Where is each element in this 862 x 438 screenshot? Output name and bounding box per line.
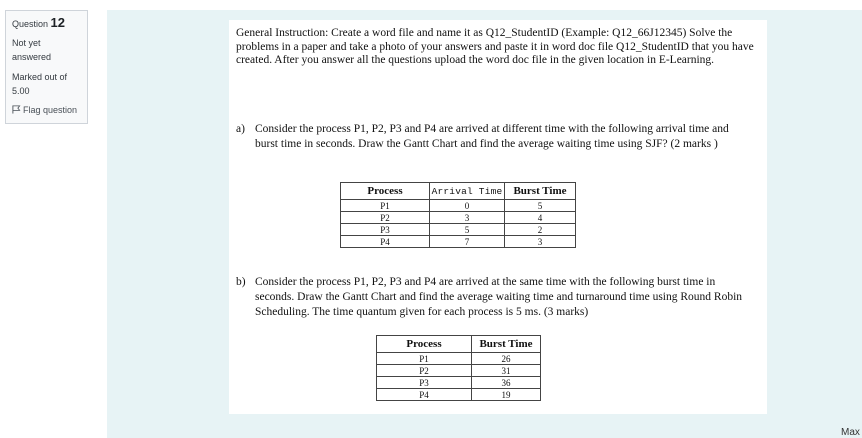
general-instruction: General Instruction: Create a word file and name it as Q12_StudentID (Example: Q12_66J12345) Solve the problems in a paper and take a photo of your answers and paste it in word doc file Q12_StudentID that you have created. After you answer all the questions upload the word doc file in the given location in E-Learning.	[236, 27, 754, 66]
round-robin-process-table	[376, 335, 541, 401]
part-b	[236, 275, 751, 320]
question-number-line	[12, 15, 81, 30]
table-cell: 5	[430, 224, 505, 236]
table-row	[377, 377, 541, 389]
flag-question-label: Flag question	[23, 105, 78, 115]
question-state: Not yet answered	[12, 38, 52, 62]
table-cell: 36	[472, 377, 541, 389]
table-cell: 7	[430, 236, 505, 248]
table-row	[341, 236, 576, 248]
table-cell: P3	[377, 377, 472, 389]
table-cell: P1	[377, 353, 472, 365]
part-a-text: Consider the process P1, P2, P3 and P4 are arrived at different time with the following arrival time and burst time in seconds. Draw the Gantt Chart and find the average waiting time using SJF? (2 marks )	[255, 123, 729, 150]
table-cell: 26	[472, 353, 541, 365]
question-info-panel	[5, 10, 88, 124]
question-image	[229, 20, 767, 414]
table-row	[377, 353, 541, 365]
part-b-text: Consider the process P1, P2, P3 and P4 are arrived at the same time with the following burst time in seconds. Draw the Gantt Chart and find the average waiting time and turnaround time using Round Robin Scheduling. The time quantum given for each process is 5 ms. (3 marks)	[255, 276, 743, 318]
sjf-process-table	[340, 182, 576, 248]
flag-icon	[12, 105, 21, 114]
part-a	[236, 122, 746, 152]
table-cell: P3	[341, 224, 430, 236]
table-cell: P2	[341, 212, 430, 224]
table-header: Burst Time	[472, 336, 541, 353]
table-header: Arrival Time	[430, 183, 505, 200]
question-number: 12	[50, 15, 66, 30]
question-label: Question	[12, 19, 49, 29]
table-cell: 5	[505, 200, 576, 212]
table-cell: 4	[505, 212, 576, 224]
table-cell: 3	[505, 236, 576, 248]
table-cell: P2	[377, 365, 472, 377]
table-row	[341, 212, 576, 224]
table-cell: P1	[341, 200, 430, 212]
question-content-panel	[107, 10, 862, 438]
part-b-label: b)	[236, 276, 246, 288]
table-header-row	[377, 336, 541, 353]
table-cell: P4	[341, 236, 430, 248]
part-a-label: a)	[236, 123, 245, 135]
question-marks: Marked out of 5.00	[12, 72, 68, 96]
table-cell: 31	[472, 365, 541, 377]
table-cell: P4	[377, 389, 472, 401]
table-header: Process	[341, 183, 430, 200]
table-cell: 19	[472, 389, 541, 401]
table-cell: 0	[430, 200, 505, 212]
table-header-row	[341, 183, 576, 200]
table-header: Process	[377, 336, 472, 353]
table-row	[377, 389, 541, 401]
table-cell: 3	[430, 212, 505, 224]
table-header: Burst Time	[505, 183, 576, 200]
flag-question-link[interactable]	[12, 104, 81, 116]
table-cell: 2	[505, 224, 576, 236]
table-row	[341, 224, 576, 236]
table-row	[341, 200, 576, 212]
footer-text-truncated: Max	[841, 427, 860, 438]
table-row	[377, 365, 541, 377]
